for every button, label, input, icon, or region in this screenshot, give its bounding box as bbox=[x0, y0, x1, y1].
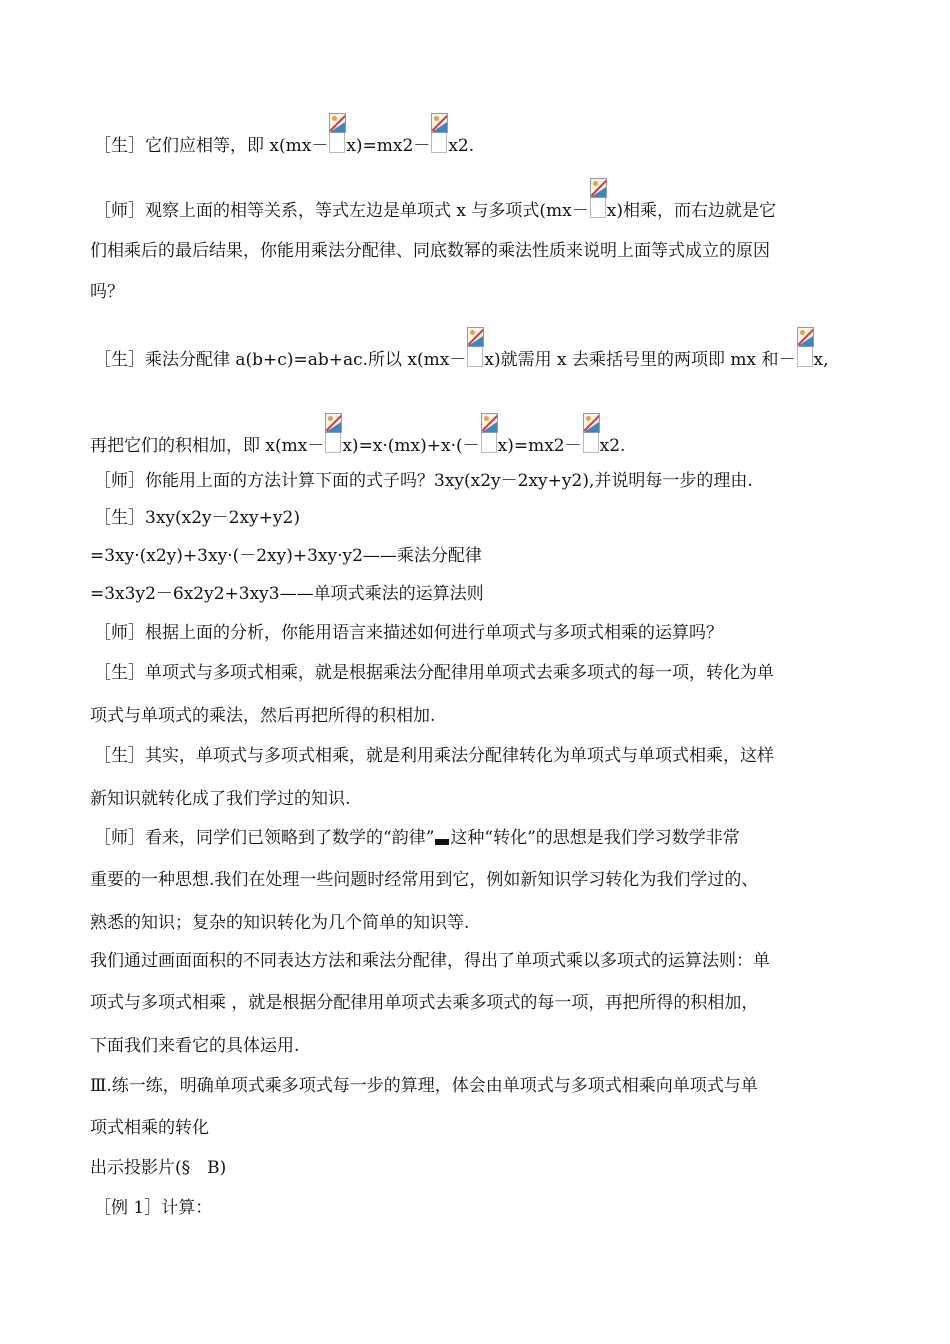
text-run: x, bbox=[813, 350, 829, 370]
paragraph-line: 吗？ bbox=[90, 282, 124, 302]
paragraph-line: 重要的一种思想.我们在处理一些问题时经常用到它，例如新知识学习转化为我们学过的、 bbox=[90, 870, 759, 890]
paragraph-line bbox=[94, 133, 474, 157]
text-run: x)相乘，而右边就是它 bbox=[606, 201, 776, 221]
text-run: x)=mx2－ bbox=[497, 436, 582, 456]
broken-image-icon bbox=[481, 433, 497, 453]
paragraph-line: 项式相乘的转化 bbox=[90, 1118, 209, 1138]
text-run: x)=x·(mx)+x·(－ bbox=[342, 436, 480, 456]
text-run: ［生］它们应相等，即 x(mx－ bbox=[94, 136, 329, 156]
paragraph-line: =3x3y2－6x2y2+3xy3——单项式乘法的运算法则 bbox=[90, 584, 484, 604]
broken-image-icon bbox=[583, 433, 599, 453]
text-run: x)=mx2－ bbox=[346, 136, 431, 156]
paragraph-line: ［生］其实，单项式与多项式相乘，就是利用乘法分配律转化为单项式与单项式相乘，这样 bbox=[94, 746, 774, 766]
paragraph-line: ［生］单项式与多项式相乘，就是根据乘法分配律用单项式去乘多项式的每一项，转化为单 bbox=[94, 663, 774, 683]
text-run: x2. bbox=[599, 436, 626, 456]
paragraph-line: 们相乘后的最后结果，你能用乘法分配律、同底数幂的乘法性质来说明上面等式成立的原因 bbox=[90, 241, 770, 261]
text-run: x2. bbox=[448, 136, 475, 156]
text-run: x)就需用 x 去乘括号里的两项即 mx 和－ bbox=[484, 350, 796, 370]
paragraph-line bbox=[90, 433, 625, 457]
paragraph-line: 熟悉的知识；复杂的知识转化为几个简单的知识等. bbox=[90, 913, 470, 933]
paragraph-line bbox=[94, 827, 740, 849]
dash-mark bbox=[435, 839, 449, 845]
paragraph-line: 项式与多项式相乘 ，就是根据分配律用单项式去乘多项式的每一项，再把所得的积相加， bbox=[90, 993, 759, 1013]
paragraph-line: 下面我们来看它的具体运用. bbox=[90, 1036, 300, 1056]
paragraph-line: 我们通过画面面积的不同表达方法和乘法分配律，得出了单项式乘以多项式的运算法则：单 bbox=[90, 951, 770, 971]
paragraph-line: 出示投影片(§ B) bbox=[90, 1158, 227, 1178]
text-run: ［生］乘法分配律 a(b+c)=ab+ac.所以 x(mx－ bbox=[94, 350, 467, 370]
broken-image-icon bbox=[467, 347, 483, 367]
text-run: 这种“转化”的思想是我们学习数学非常 bbox=[450, 828, 740, 848]
broken-image-icon bbox=[590, 198, 606, 218]
paragraph-line: 新知识就转化成了我们学过的知识. bbox=[90, 789, 351, 809]
text-run: ［师］观察上面的相等关系，等式左边是单项式 x 与多项式(mx－ bbox=[94, 201, 589, 221]
example-label: ［例 1］计算： bbox=[94, 1198, 213, 1218]
broken-image-icon bbox=[797, 347, 813, 367]
section-heading: Ⅲ.练一练，明确单项式乘多项式每一步的算理，体会由单项式与多项式相乘向单项式与单 bbox=[90, 1076, 758, 1096]
paragraph-line: 项式与单项式的乘法，然后再把所得的积相加. bbox=[90, 706, 436, 726]
broken-image-icon bbox=[325, 433, 341, 453]
paragraph-line: ［师］根据上面的分析，你能用语言来描述如何进行单项式与多项式相乘的运算吗？ bbox=[94, 623, 723, 643]
broken-image-icon bbox=[329, 133, 345, 153]
paragraph-line: ［生］3xy(x2y－2xy+y2) bbox=[94, 508, 300, 528]
paragraph-line: ［师］你能用上面的方法计算下面的式子吗？3xy(x2y－2xy+y2),并说明每一步的理由. bbox=[94, 471, 753, 491]
paragraph-line bbox=[94, 347, 829, 371]
text-run: 再把它们的积相加，即 x(mx－ bbox=[90, 436, 325, 456]
text-run: ［师］看来，同学们已领略到了数学的“韵律” bbox=[94, 828, 435, 848]
paragraph-line bbox=[94, 198, 776, 222]
broken-image-icon bbox=[431, 133, 447, 153]
paragraph-line: =3xy·(x2y)+3xy·(－2xy)+3xy·y2——乘法分配律 bbox=[90, 546, 482, 566]
